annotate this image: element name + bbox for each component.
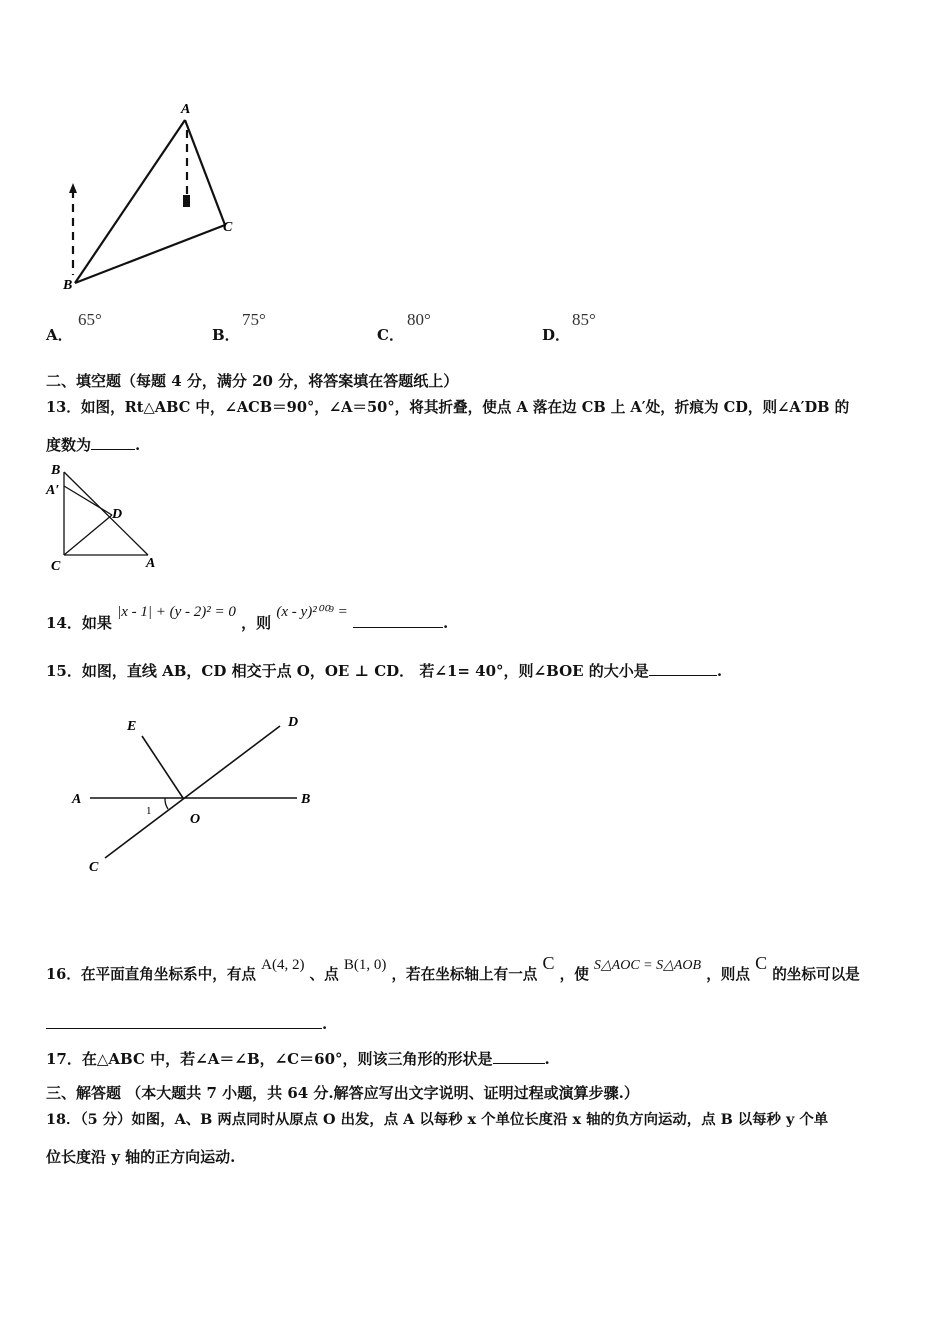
q16-area-eq: S△AOC = S△AOB bbox=[593, 958, 702, 973]
q12-north-mark-a bbox=[183, 195, 190, 207]
section3-title: 三、解答题 （本大题共 7 小题，共 64 分.解答应写出文字说明、证明过程或演算步骤.） bbox=[46, 1084, 639, 1102]
q12-side-ac bbox=[185, 120, 225, 225]
q14-end: . bbox=[443, 614, 449, 632]
q12-label-b: B bbox=[63, 278, 73, 293]
q13-answer-blank[interactable] bbox=[91, 435, 135, 450]
q16-line bbox=[46, 953, 860, 983]
q12-triangle-figure bbox=[55, 95, 255, 295]
q14-line bbox=[46, 600, 449, 632]
q12-option-a-letter: A． bbox=[46, 326, 73, 344]
q15-label-a: A bbox=[72, 792, 82, 807]
q14-middle: ，则 bbox=[241, 614, 272, 632]
q16-suffix2: 的坐标可以是 bbox=[772, 966, 860, 983]
q16-middle2: ，使 bbox=[559, 966, 589, 983]
q13-line2-end: . bbox=[135, 436, 141, 454]
q12-label-a: A bbox=[181, 102, 191, 117]
q15-end: . bbox=[716, 662, 723, 680]
q14-prefix: 14．如果 bbox=[46, 614, 112, 632]
q16-point-c: C bbox=[542, 953, 555, 973]
q15-label-1: 1 bbox=[146, 805, 152, 817]
q16-answer-line bbox=[46, 1014, 327, 1033]
q12-option-d-value: 85° bbox=[572, 310, 596, 329]
q13-label-d: D bbox=[112, 507, 123, 522]
q12-option-c[interactable] bbox=[377, 308, 527, 344]
q12-side-bc bbox=[75, 225, 225, 283]
q18-line2: 位长度沿 y 轴的正方向运动. bbox=[46, 1148, 236, 1166]
q15-label-c: C bbox=[89, 860, 99, 875]
q15-answer-blank[interactable] bbox=[649, 661, 717, 676]
q17-end: . bbox=[544, 1050, 550, 1068]
q12-option-c-value: 80° bbox=[407, 310, 431, 329]
q16-middle: ，若在坐标轴上有一点 bbox=[391, 966, 538, 983]
q12-label-c: C bbox=[223, 220, 233, 235]
q12-north-arrow-b bbox=[69, 183, 77, 193]
section2-title: 二、填空题（每题 4 分，满分 20 分，将答案填在答题纸上） bbox=[46, 372, 459, 390]
q16-suffix: ，则点 bbox=[706, 966, 750, 983]
q13-label-c: C bbox=[51, 559, 61, 574]
q16-point-b: B(1, 0) bbox=[343, 957, 387, 973]
q12-option-d-letter: D． bbox=[542, 326, 571, 344]
q13-label-a: A bbox=[146, 556, 156, 571]
q12-side-ab bbox=[75, 120, 185, 283]
q12-option-b-value: 75° bbox=[242, 310, 266, 329]
q15-label-b: B bbox=[301, 792, 311, 807]
q16-prefix: 16．在平面直角坐标系中，有点 bbox=[46, 966, 257, 983]
q12-option-b[interactable] bbox=[212, 308, 362, 344]
q13-line2 bbox=[46, 434, 140, 455]
q12-option-c-letter: C． bbox=[377, 326, 404, 344]
q13-line2-text: 度数为 bbox=[46, 436, 92, 454]
q12-option-b-letter: B． bbox=[212, 326, 240, 344]
q12-option-d[interactable] bbox=[542, 308, 692, 344]
q15-label-d: D bbox=[288, 715, 299, 730]
q15-line-cd bbox=[105, 726, 280, 858]
q13-figure bbox=[44, 460, 164, 575]
q12-option-a[interactable] bbox=[46, 308, 196, 344]
q15-label-o: O bbox=[190, 812, 201, 827]
q18-line1: 18．（5 分）如图，A、B 两点同时从原点 O 出发，点 A 以每秒 x 个单位长度沿 x 轴的负方向运动，点 B 以每秒 y 个单 bbox=[46, 1111, 829, 1128]
q16-end: . bbox=[322, 1015, 328, 1033]
q17-text: 17．在△ABC 中，若∠A＝∠B，∠C＝60°，则该三角形的形状是 bbox=[46, 1050, 493, 1068]
q16-point-c2: C bbox=[755, 953, 768, 973]
q16-sep: 、点 bbox=[309, 966, 339, 983]
q15-label-e: E bbox=[127, 719, 137, 734]
q15-angle-arc bbox=[165, 798, 168, 809]
q12-option-a-value: 65° bbox=[78, 310, 102, 329]
q17-answer-blank[interactable] bbox=[493, 1049, 545, 1064]
q15-text: 15．如图，直线 AB，CD 相交于点 O，OE ⊥ CD． 若∠1= 40°，则∠BOE 的大小是 bbox=[46, 662, 649, 680]
q16-answer-blank[interactable] bbox=[46, 1014, 322, 1029]
q16-point-a: A(4, 2) bbox=[261, 957, 305, 973]
q17-line bbox=[46, 1048, 550, 1069]
q13-label-a-prime: A′ bbox=[46, 483, 60, 498]
q13-label-b: B bbox=[51, 463, 61, 478]
q14-expr1: |x - 1| + (y - 2)² = 0 bbox=[117, 604, 236, 620]
q13-line1: 13．如图，Rt△ABC 中，∠ACB＝90°，∠A＝50°，将其折叠，使点 A 落在边 CB 上 A′处，折痕为 CD，则∠A′DB 的 bbox=[46, 399, 850, 416]
q15-ray-oe bbox=[142, 736, 183, 798]
q15-line bbox=[46, 660, 722, 681]
q15-figure bbox=[65, 708, 325, 883]
q14-expr2: (x - y)²⁰⁰⁹ = bbox=[276, 604, 348, 620]
q14-answer-blank[interactable] bbox=[353, 613, 443, 628]
